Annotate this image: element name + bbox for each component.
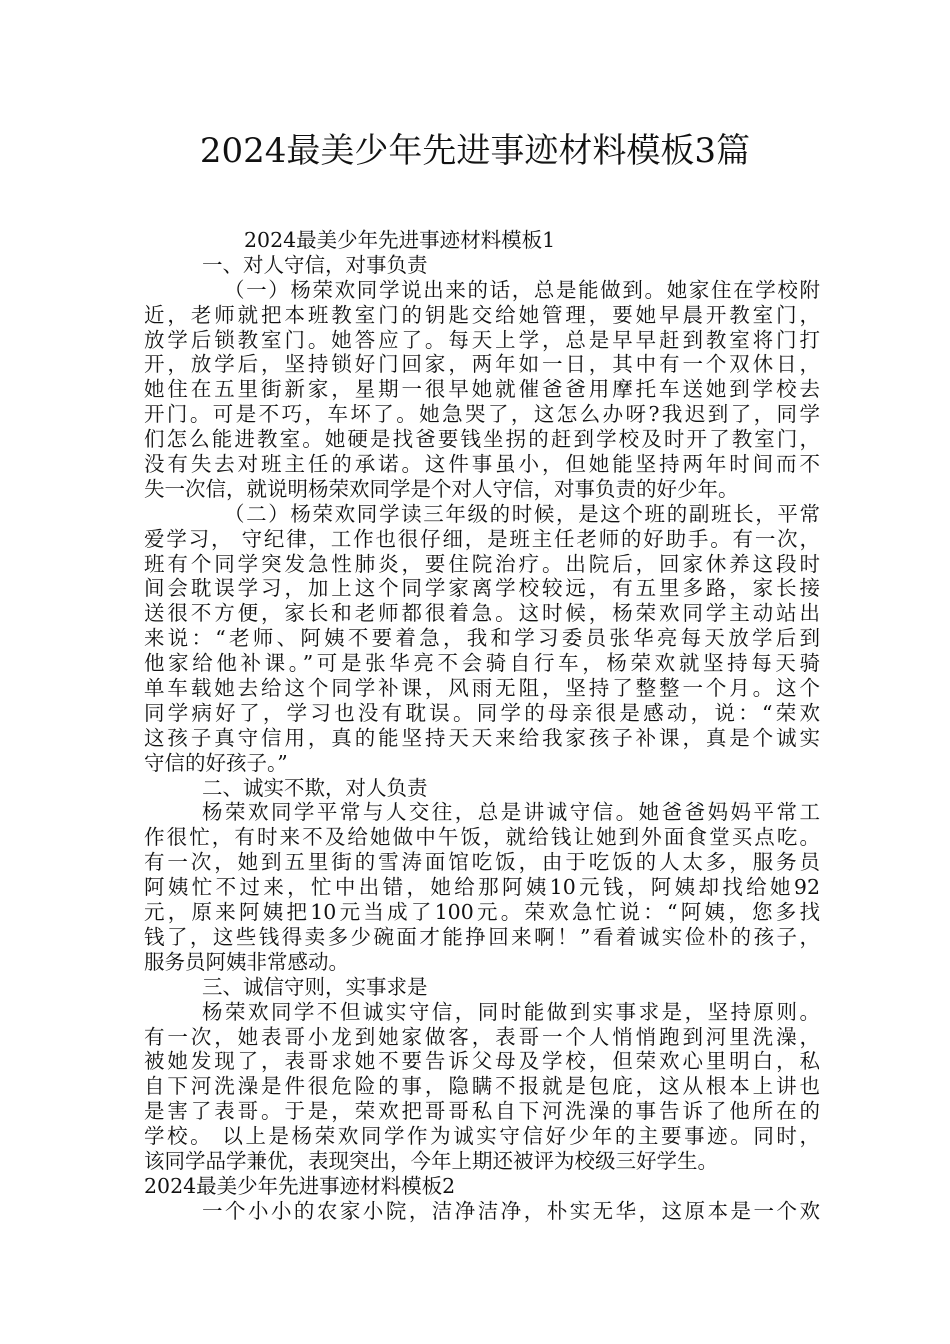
text-line: 杨荣欢同学平常与人交往，总是讲诚守信。她爸爸妈妈平常工 xyxy=(202,800,820,825)
text-line: 有一次，她到五里街的雪涛面馆吃饭，由于吃饭的人太多，服务员 xyxy=(144,850,820,875)
text-line: 作很忙，有时来不及给她做中午饭，就给钱让她到外面食堂买点吃。 xyxy=(144,825,820,850)
text-line: 班有个同学突发急性肺炎，要住院治疗。出院后，回家休养这段时 xyxy=(144,551,820,576)
text-line: 们怎么能进教室。她硬是找爸要钱坐拐的赶到学校及时开了教室门， xyxy=(144,427,820,452)
text-line: 他家给他补课。”可是张华亮不会骑自行车，杨荣欢就坚持每天骑 xyxy=(144,651,820,676)
document-title: 2024最美少年先进事迹材料模板3篇 xyxy=(199,131,751,171)
text-line: 开门。可是不巧，车坏了。她急哭了，这怎么办呀?我迟到了，同学 xyxy=(144,402,820,427)
text-line: （二）杨荣欢同学读三年级的时候，是这个班的副班长，平常 xyxy=(224,501,820,526)
text-line: 被她发现了，表哥求她不要告诉父母及学校，但荣欢心里明白，私 xyxy=(144,1049,820,1074)
text-line: 2024最美少年先进事迹材料模板2 xyxy=(144,1173,456,1198)
text-line: 开，放学后，坚持锁好门回家，两年如一日，其中有一个双休日， xyxy=(144,352,820,377)
text-line: 元，原来阿姨把10元当成了100元。荣欢急忙说：“阿姨，您多找 xyxy=(144,900,820,925)
text-line: 2024最美少年先进事迹材料模板1 xyxy=(244,228,556,252)
text-line: 一个小小的农家小院，洁净洁净，朴实无华，这原本是一个欢 xyxy=(202,1198,820,1223)
text-line: 自下河洗澡是件很危险的事，隐瞒不报就是包庇，这从根本上讲也 xyxy=(144,1074,820,1099)
text-line: 守信的好孩子。” xyxy=(144,750,288,775)
text-line: 这孩子真守信用，真的能坚持天天来给我家孩子补课，真是个诚实 xyxy=(144,725,820,750)
text-line: 一、对人守信，对事负责 xyxy=(202,252,428,277)
text-line: 有一次，她表哥小龙到她家做客，表哥一个人悄悄跑到河里洗澡， xyxy=(144,1024,820,1049)
document-body xyxy=(144,228,820,1224)
text-line: 间会耽误学习，加上这个同学家离学校较远，有五里多路，家长接 xyxy=(144,576,820,601)
text-line: 三、诚信守则，实事求是 xyxy=(202,974,428,999)
text-line: 放学后锁教室门。她答应了。每天上学，总是早早赶到教室将门打 xyxy=(144,327,820,352)
text-line: 同学病好了，学习也没有耽误。同学的母亲很是感动，说：“荣欢 xyxy=(144,700,820,725)
text-line: 钱了，这些钱得卖多少碗面才能挣回来啊！”看着诚实俭朴的孩子， xyxy=(144,924,820,949)
text-line: 杨荣欢同学不但诚实守信，同时能做到实事求是，坚持原则。 xyxy=(202,999,820,1024)
text-line: 该同学品学兼优，表现突出，今年上期还被评为校级三好学生。 xyxy=(144,1148,718,1173)
text-line: 来说：“老师、阿姨不要着急，我和学习委员张华亮每天放学后到 xyxy=(144,626,820,651)
text-line: 没有失去对班主任的承诺。这件事虽小，但她能坚持两年时间而不 xyxy=(144,452,820,477)
text-line: 阿姨忙不过来，忙中出错，她给那阿姨10元钱，阿姨却找给她92 xyxy=(144,875,820,900)
text-line: 她住在五里街新家，星期一很早她就催爸爸用摩托车送她到学校去 xyxy=(144,377,820,402)
text-line: 服务员阿姨非常感动。 xyxy=(144,949,349,974)
text-line: 送很不方便，家长和老师都很着急。这时候，杨荣欢同学主动站出 xyxy=(144,601,820,626)
text-line: 失一次信，就说明杨荣欢同学是个对人守信，对事负责的好少年。 xyxy=(144,476,739,501)
text-line: 单车载她去给这个同学补课，风雨无阻，坚持了整整一个月。这个 xyxy=(144,676,820,701)
text-line: 二、诚实不欺，对人负责 xyxy=(202,775,428,800)
text-line: 是害了表哥。于是，荣欢把哥哥私自下河洗澡的事告诉了他所在的 xyxy=(144,1099,820,1124)
text-line: 近，老师就把本班教室门的钥匙交给她管理，要她早晨开教室门， xyxy=(144,302,820,327)
text-line: （一）杨荣欢同学说出来的话，总是能做到。她家住在学校附 xyxy=(224,277,820,302)
text-line: 学校。 以上是杨荣欢同学作为诚实守信好少年的主要事迹。同时， xyxy=(144,1124,820,1149)
text-line: 爱学习， 守纪律，工作也很仔细，是班主任老师的好助手。有一次， xyxy=(144,526,820,551)
